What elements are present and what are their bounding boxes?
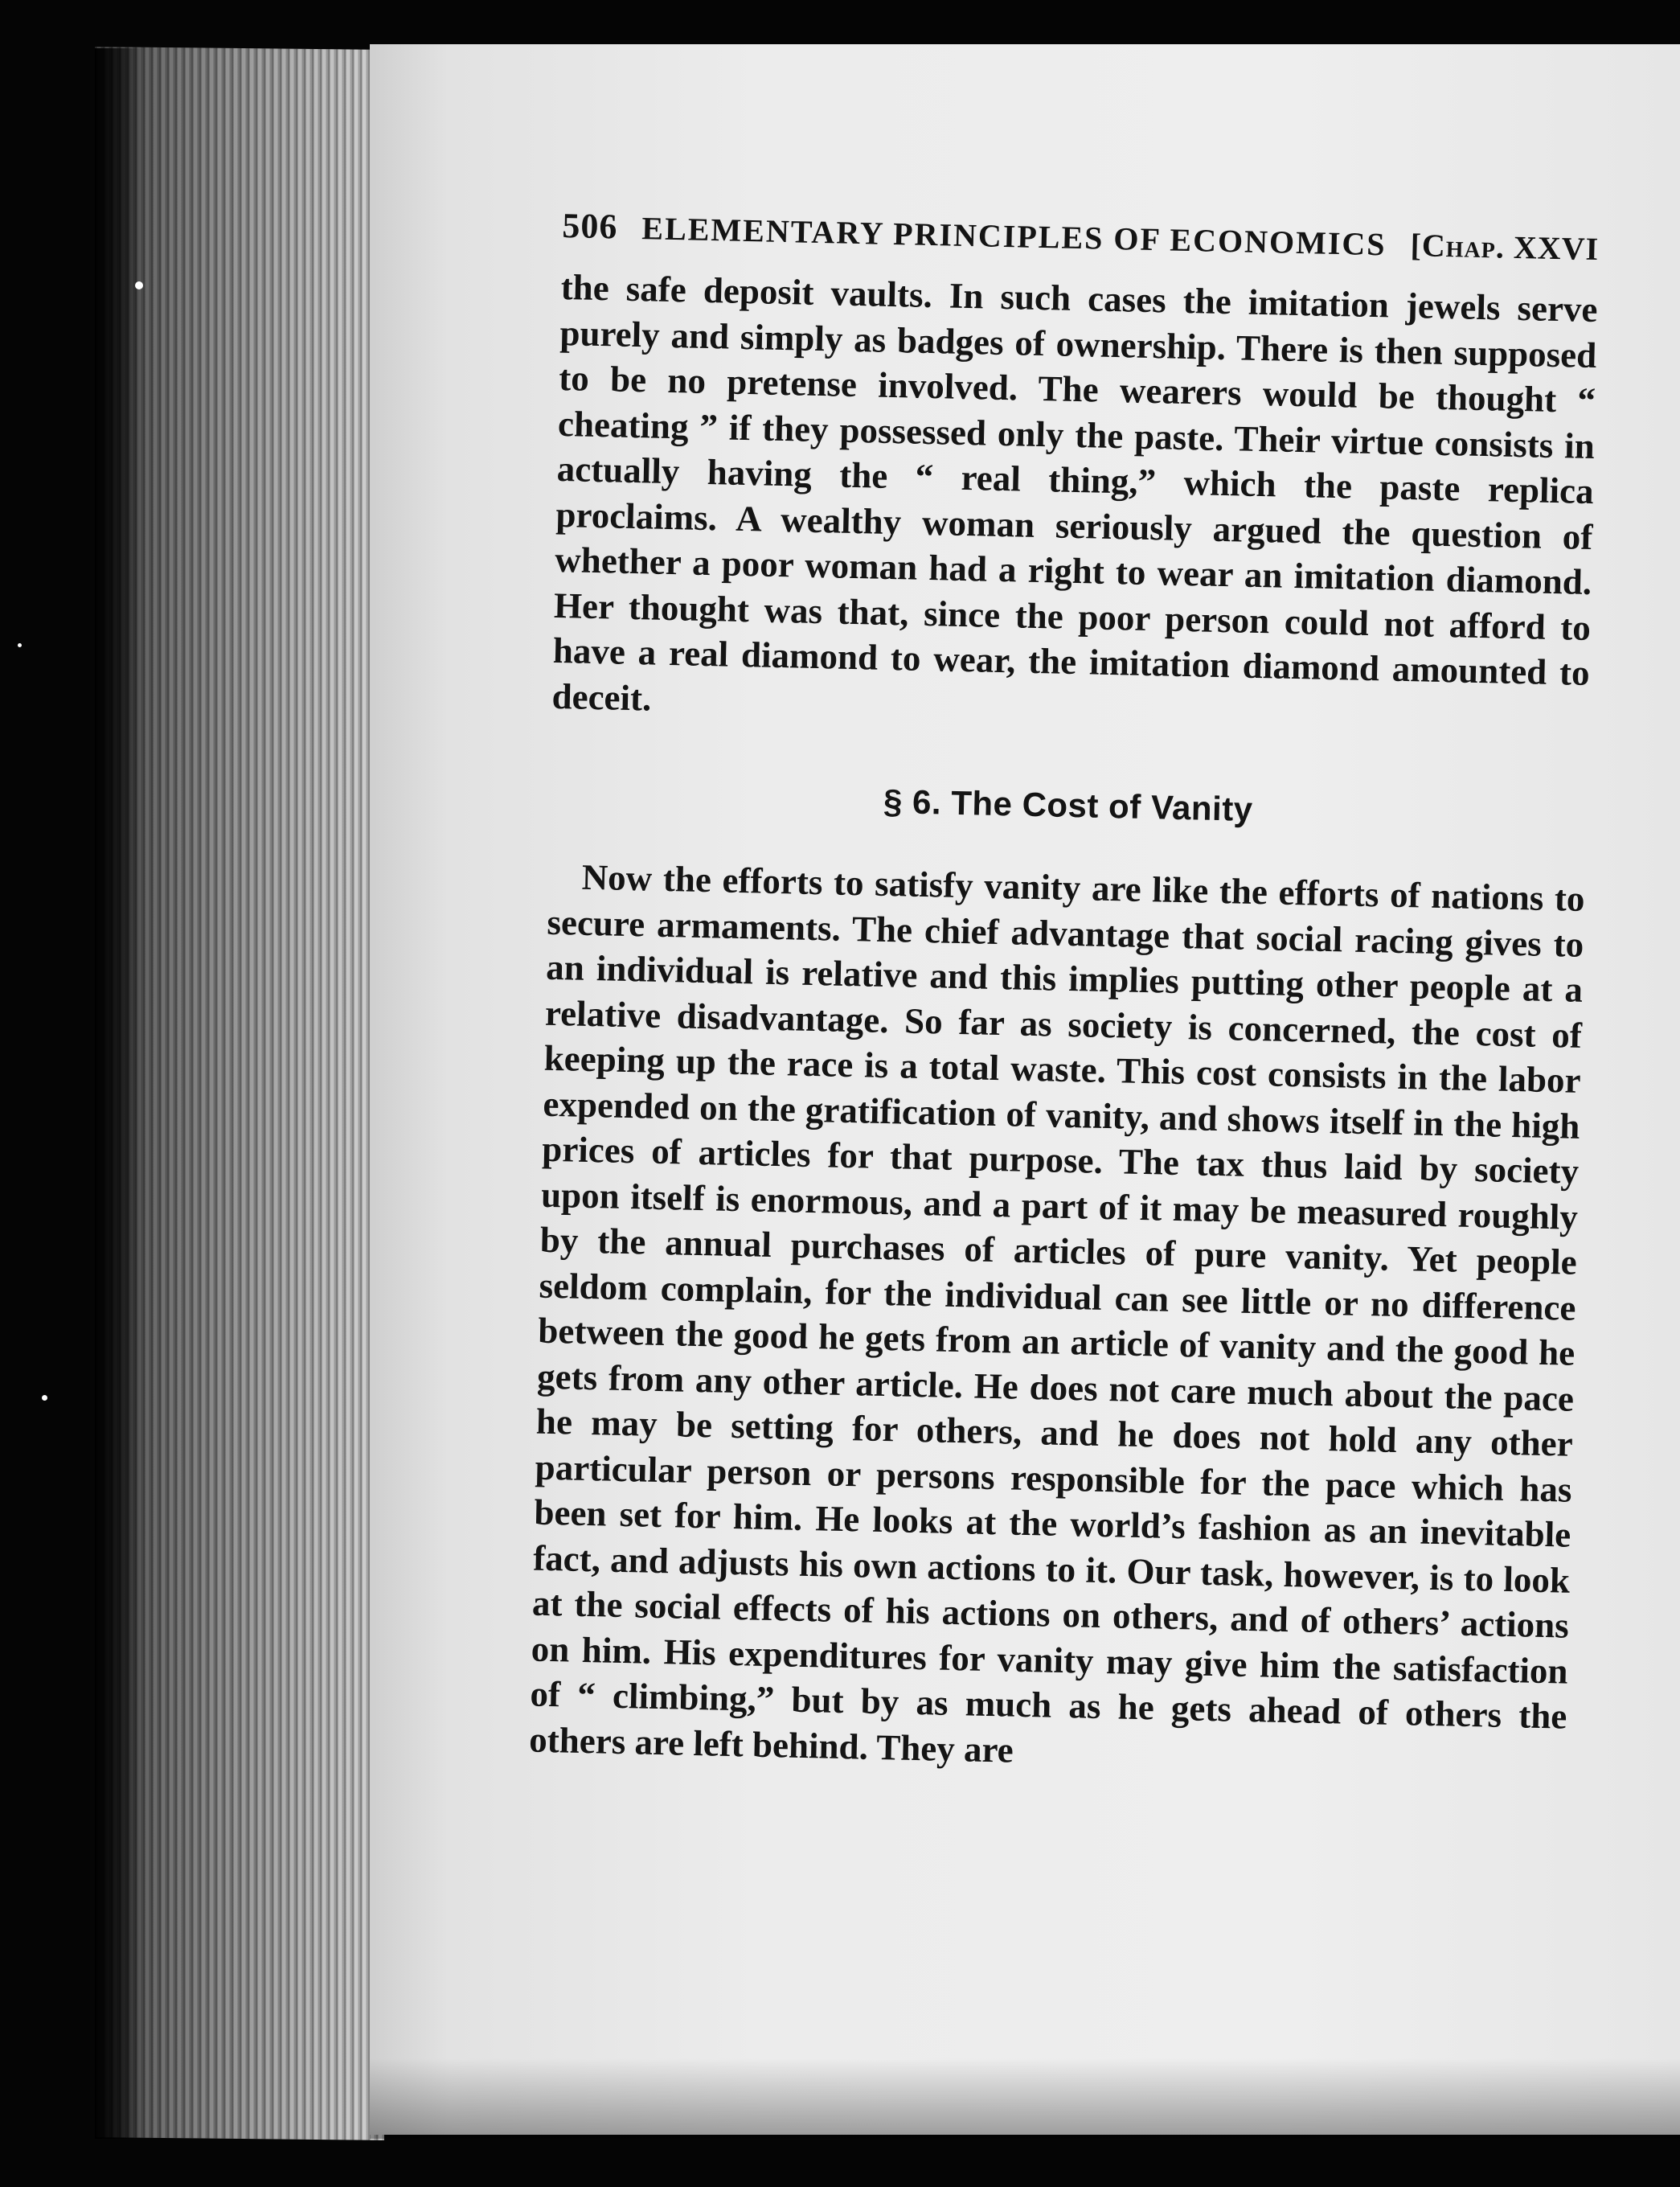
scan-speck xyxy=(42,1395,47,1401)
page-bottom-shadow xyxy=(370,2058,1680,2139)
page-text-block xyxy=(529,205,1600,1785)
page-number: 506 xyxy=(561,205,618,247)
paragraph-vanity-jewels: the safe deposit vaults. In such cases the imitation jewels serve purely and simply as badges of ownership. There is then supposed to be no pretense involved. The wearers would be thought “ cheating ” if they possessed only the paste. Their virtue consists in actually having the “ real thing,” which the paste replica proclaims. A wealthy woman seriously argued the question of whether a poor woman had a right to wear an imitation diamond. Her thought was that, since the poor person could not afford to have a real diamond to wear, the imitation diamond amounted to deceit. xyxy=(551,266,1599,719)
chapter-label: [Chap. XXVI xyxy=(1410,227,1600,268)
scan-speck xyxy=(135,281,143,289)
page-edges-shadow xyxy=(95,48,143,2139)
scan-speck xyxy=(18,643,22,647)
section-heading: § 6. The Cost of Vanity xyxy=(883,782,1254,828)
paragraph-cost-of-vanity: Now the efforts to satisfy vanity are like the efforts of nations to secure armaments. The chief advantage that social racing gives to an individual is relative and this implies putting other people at a relative disadvantage. So far as society is concerned, the cost of keeping up the race is a total waste. This cost consists in the labor expended on the gratification of vanity, and shows itself in the high prices of articles for that purpose. The tax thus laid by society upon itself is enormous, and a part of it may be measured roughly by the annual purchases of articles of pure vanity. Yet people seldom complain, for the individual can see little or no difference between the good he gets from an article of vanity and the good he gets from any other article. He does not care much about the pace he may be setting for others, and he does not hold any other particular person or persons responsible for the pace which has been set for him. He looks at the world’s fashion as an inevitable fact, and adjusts his own actions to it. Our task, however, is to look at the social effects of his actions on others, and of others’ actions on him. His expenditures for vanity may give him the satisfaction of “ climbing,” but by as much as he gets ahead of others the others are left behind. They are xyxy=(528,856,1586,1771)
book-title: ELEMENTARY PRINCIPLES OF ECONOMICS xyxy=(641,210,1387,263)
